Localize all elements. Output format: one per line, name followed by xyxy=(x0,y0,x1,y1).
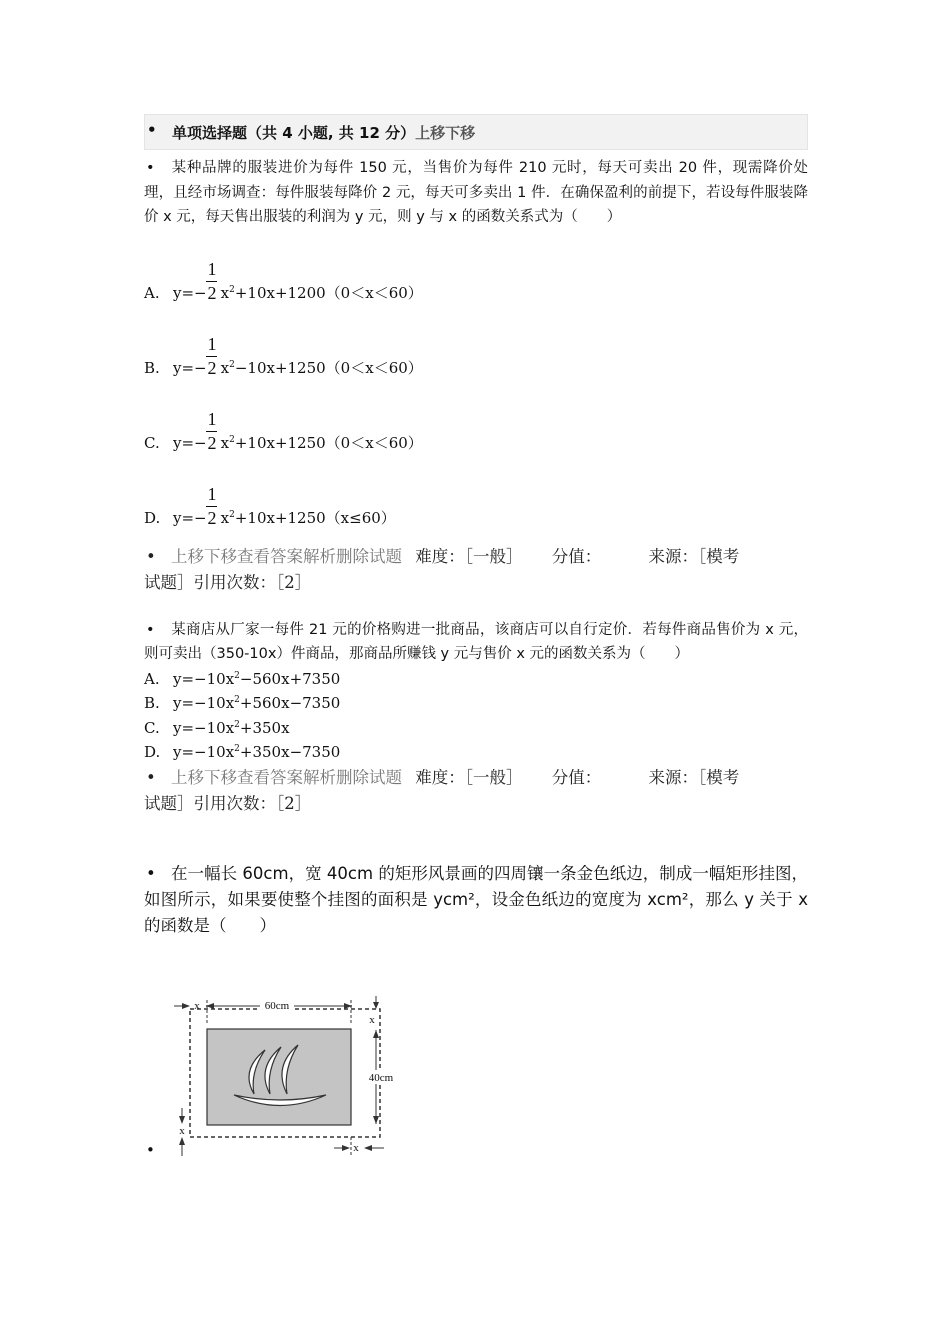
option-label: D. xyxy=(144,743,161,762)
inner-picture xyxy=(207,1029,351,1125)
width-label: 60cm xyxy=(264,1000,290,1012)
bullet: • xyxy=(146,621,155,638)
question-page xyxy=(144,114,808,939)
question-1-meta xyxy=(144,544,808,596)
x-label-top-left: x xyxy=(194,1000,200,1012)
source: 来源：［模考 xyxy=(648,767,740,787)
question-3-text xyxy=(144,861,808,939)
question-2-text xyxy=(144,618,808,667)
question-2-stem: 某商店从厂家一每件 21 元的价格购进一批商品，该商店可以自行定价．若每件商品售价为 x 元，则可卖出（350-10x）件商品，那商品所赚钱 y 元与售价 x 元的函数关系为（ ） xyxy=(144,621,808,662)
question-1-option-b[interactable]: 1 2 B. $y=- x^2-10x+1250(0<x<60)$ xyxy=(144,333,423,378)
score: 分值： xyxy=(551,546,602,566)
question-2-option-b[interactable]: B. $y=-10x^2+560x-7350$ xyxy=(144,691,808,716)
question-1-option-d[interactable]: 1 2 D. $y=- x^2+10x+1250(x\le 60)$ xyxy=(144,483,396,528)
bullet: • xyxy=(147,121,157,139)
x-label-bottom-right: x xyxy=(353,1142,359,1154)
option-label: C. xyxy=(144,433,160,452)
score: 分值： xyxy=(551,767,602,787)
question-1-option-c[interactable]: 1 2 C. $y=- x^2+10x+1250(0<x<60)$ xyxy=(144,408,423,453)
bullet: • xyxy=(146,863,156,883)
question-2-option-d[interactable]: D. $y=-10x^2+350x-7350$ xyxy=(144,740,808,765)
section-header xyxy=(144,114,808,150)
bullet: • xyxy=(146,1141,155,1159)
option-label: B. xyxy=(144,694,160,713)
question-3-stem: 在一幅长 60cm，宽 40cm 的矩形风景画的四周镶一条金色纸边，制成一幅矩形挂图，如图所示，如果要使整个挂图的面积是 ycm²，设金色纸边的宽度为 xcm²，那么 y 关于 x 的函数是（ ） xyxy=(144,863,808,935)
x-label-top-right: x xyxy=(369,1014,375,1026)
source-cont: 试题］引用次数：［2］ xyxy=(144,572,312,592)
question-1-stem: 某种品牌的服装进价为每件 150 元，当售价为每件 210 元时，每天可卖出 20 件，现需降价处理，且经市场调查：每件服装每降价 2 元，每天可多卖出 1 件．在确保盈利的前提下，若设每件服装降价 x 元，每天售出服装的利润为 y 元，则 y 与 x 的函数关系式为（ ） xyxy=(144,160,808,225)
question-2-option-c[interactable]: C. $y=-10x^2+350x$ xyxy=(144,716,808,741)
difficulty: 难度：［一般］ xyxy=(415,767,523,787)
question-actions-link[interactable]: 上移下移查看答案解析删除试题 xyxy=(171,546,402,566)
section-move-link[interactable]: 上移下移 xyxy=(415,123,476,142)
source-cont: 试题］引用次数：［2］ xyxy=(144,793,312,813)
bullet: • xyxy=(146,160,155,176)
option-label: A. xyxy=(144,669,160,688)
x-label-bottom-left: x xyxy=(179,1125,185,1137)
option-label: B. xyxy=(144,358,160,377)
section-title: 单项选择题（共 4 小题, 共 12 分） xyxy=(172,123,416,142)
option-label: D. xyxy=(144,508,161,527)
question-2-option-a[interactable]: A. $y=-10x^2-560x+7350$ xyxy=(144,667,808,692)
option-label: A. xyxy=(144,283,160,302)
question-actions-link[interactable]: 上移下移查看答案解析删除试题 xyxy=(171,767,402,787)
height-label: 40cm xyxy=(368,1072,394,1084)
bullet: • xyxy=(146,767,156,787)
question-1-text xyxy=(144,156,808,230)
question-2-meta xyxy=(144,765,808,817)
frame-diagram xyxy=(170,994,402,1160)
source: 来源：［模考 xyxy=(648,546,740,566)
option-label: C. xyxy=(144,718,160,737)
difficulty: 难度：［一般］ xyxy=(415,546,523,566)
bullet: • xyxy=(146,546,156,566)
question-1-option-a[interactable]: 1 2 A. $y=- x^2+10x+1200(0<x<60)$ xyxy=(144,258,423,303)
